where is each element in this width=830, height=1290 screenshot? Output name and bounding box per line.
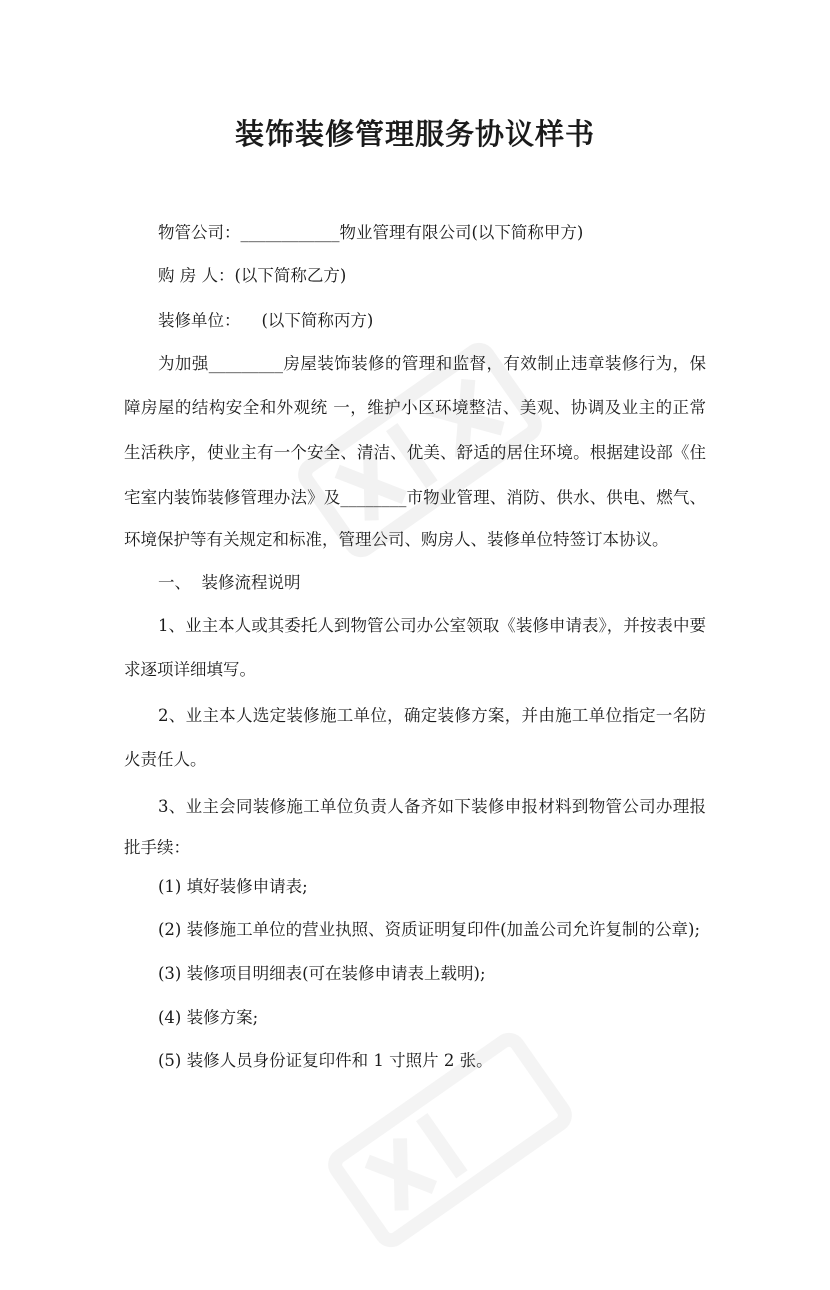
party-c-line: 装修单位： (以下简称丙方): [158, 311, 374, 330]
sub-list-item: (5) 装修人员身份证复印件和 1 寸照片 2 张。: [158, 1051, 493, 1070]
intro-line: 宅室内装饰装修管理办法》及________市物业管理、消防、供水、供电、燃气、: [124, 488, 706, 507]
sub-list-item: (2) 装修施工单位的营业执照、资质证明复印件(加盖公司允许复制的公章);: [158, 920, 701, 939]
list-item: 求逐项详细填写。: [124, 660, 256, 679]
watermark-stamp-icon: [300, 990, 600, 1290]
intro-line: 生活秩序，使业主有一个安全、清洁、优美、舒适的居住环境。根据建设部《住: [124, 443, 706, 462]
intro-line: 环境保护等有关规定和标准，管理公司、购房人、装修单位特签订本协议。: [124, 530, 669, 549]
document-title: 装饰装修管理服务协议样书: [234, 117, 595, 151]
list-item: 火责任人。: [124, 750, 207, 769]
list-item: 2、业主本人选定装修施工单位，确定装修方案，并由施工单位指定一名防: [158, 706, 706, 725]
sub-list-item: (3) 装修项目明细表(可在装修申请表上载明);: [158, 964, 486, 983]
sub-list-item: (4) 装修方案;: [158, 1008, 259, 1027]
section-heading: 一、 装修流程说明: [158, 573, 301, 592]
party-a-line: 物管公司：____________物业管理有限公司(以下简称甲方): [158, 223, 584, 242]
list-item: 批手续：: [124, 838, 190, 857]
party-b-line: 购 房 人：(以下简称乙方): [158, 266, 347, 285]
list-item: 3、业主会同装修施工单位负责人备齐如下装修申报材料到物管公司办理报: [158, 797, 706, 816]
sub-list-item: (1) 填好装修申请表;: [158, 877, 308, 896]
intro-line: 为加强_________房屋装饰装修的管理和监督，有效制止违章装修行为，保: [158, 354, 706, 373]
list-item: 1、业主本人或其委托人到物管公司办公室领取《装修申请表》，并按表中要: [158, 616, 706, 635]
intro-line: 障房屋的结构安全和外观统 一，维护小区环境整洁、美观、协调及业主的正常: [124, 398, 706, 417]
